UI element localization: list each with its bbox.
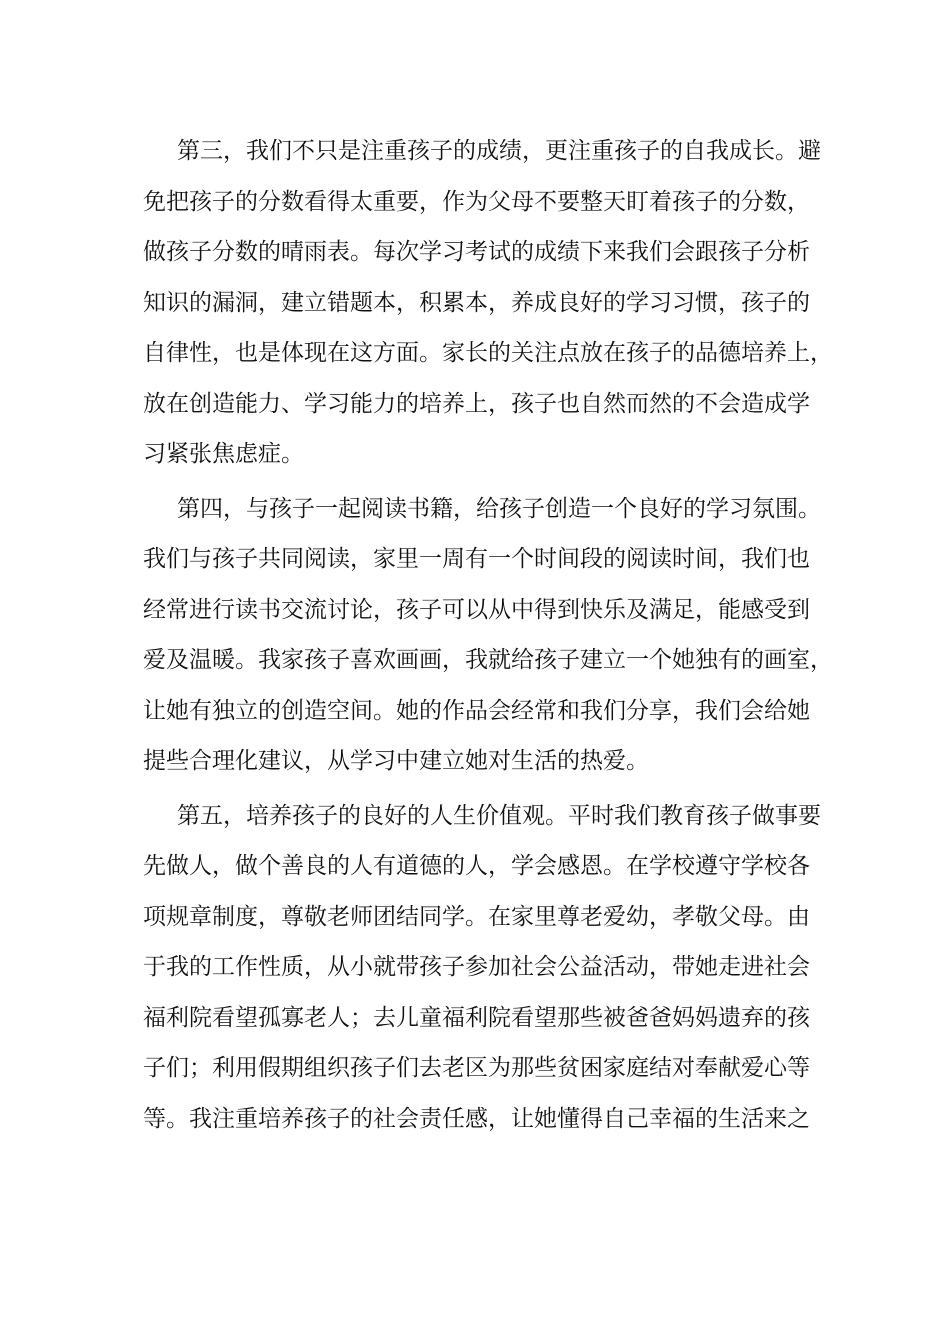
paragraph-fifth (143, 791, 821, 1145)
paragraph-line: 做孩子分数的晴雨表。每次学习考试的成绩下来我们会跟孩子分析 (143, 239, 810, 265)
paragraph-line: 放在创造能力、学习能力的培养上，孩子也自然而然的不会造成学 (143, 390, 810, 417)
paragraph-line: 提些合理化建议，从学习中建立她对生活的热爱。 (143, 748, 649, 774)
paragraph-line: 经常进行读书交流讨论，孩子可以从中得到快乐及满足，能感受到 (143, 596, 810, 623)
paragraph-line: 子们；利用假期组织孩子们去老区为那些贫困家庭结对奉献爱心等 (143, 1055, 810, 1081)
document-body (143, 126, 833, 1148)
paragraph-line: 免把孩子的分数看得太重要，作为父母不要整天盯着孩子的分数， (143, 188, 810, 215)
paragraph-line: 自律性，也是体现在这方面。家长的关注点放在孩子的品德培养上， (143, 340, 833, 366)
paragraph-line: 第五，培养孩子的良好的人生价值观。平时我们教育孩子做事要 (177, 802, 821, 829)
paragraph-third (143, 126, 833, 480)
paragraph-line: 习紧张焦虑症。 (143, 441, 304, 467)
paragraph-line: 先做人，做个善良的人有道德的人，学会感恩。在学校遵守学校各 (143, 853, 810, 879)
paragraph-line: 等。我注重培养孩子的社会责任感，让她懂得自己幸福的生活来之 (143, 1105, 810, 1132)
paragraph-line: 第三，我们不只是注重孩子的成绩，更注重孩子的自我成长。避 (177, 138, 821, 164)
paragraph-line: 爱及温暖。我家孩子喜欢画画，我就给孩子建立一个她独有的画室， (143, 647, 833, 673)
paragraph-line: 知识的漏洞，建立错题本，积累本，养成良好的学习习惯，孩子的 (143, 289, 810, 316)
paragraph-line: 第四，与孩子一起阅读书籍，给孩子创造一个良好的学习氛围。 (177, 495, 821, 522)
paragraph-line: 福利院看望孤寡老人；去儿童福利院看望那些被爸爸妈妈遗弃的孩 (143, 1004, 810, 1031)
paragraph-line: 我们与孩子共同阅读，家里一周有一个时间段的阅读时间，我们也 (143, 546, 810, 572)
paragraph-line: 于我的工作性质，从小就带孩子参加社会公益活动，带她走进社会 (143, 954, 810, 980)
paragraph-fourth (143, 484, 833, 787)
paragraph-line: 让她有独立的创造空间。她的作品会经常和我们分享，我们会给她 (143, 697, 810, 724)
paragraph-line: 项规章制度，尊敬老师团结同学。在家里尊老爱幼，孝敬父母。由 (143, 903, 810, 930)
